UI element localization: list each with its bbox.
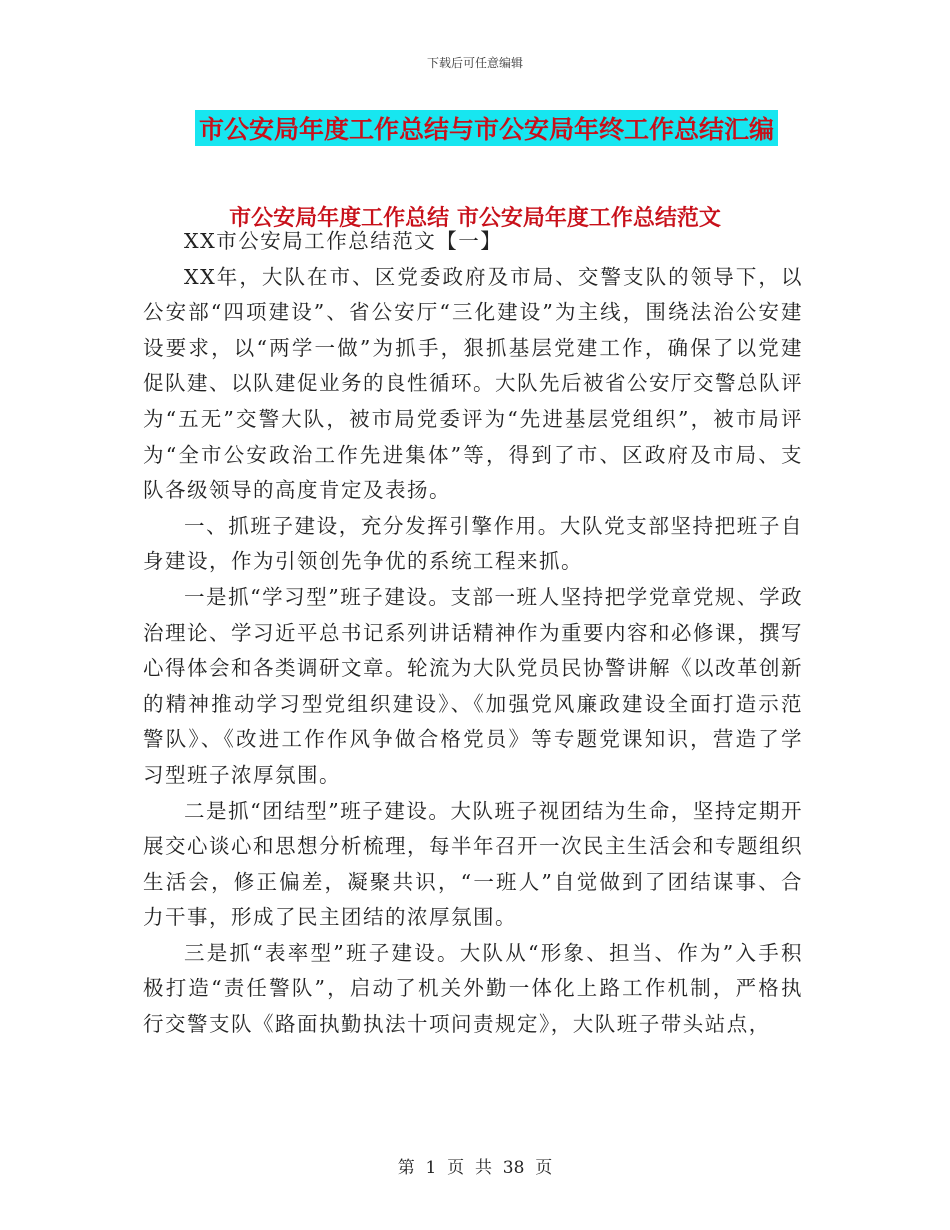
body-paragraph: 二是抓“团结型”班子建设。大队班子视团结为生命，坚持定期开展交心谈心和思想分析梳理，每半年召开一次民主生活会和专题组织生活会，修正偏差，凝聚共识，“一班人”自觉做到了团结谋事、合力干事，形成了民主团结的浓厚氛围。 <box>143 798 803 930</box>
main-title-highlight <box>195 110 778 146</box>
page-header-note: 下载后可任意编辑 <box>426 56 523 70</box>
body-paragraph: 三是抓“表率型”班子建设。大队从“形象、担当、作为”入手积极打造“责任警队”，启动了机关外勤一体化上路工作机制，严格执行交警支队《路面执勤执法十项问责规定》，大队班子带头站点， <box>143 940 803 1037</box>
body-paragraph: XX市公安局工作总结范文【一】 <box>184 229 503 253</box>
document-main-title: 市公安局年度工作总结与市公安局年终工作总结汇编 <box>199 115 775 144</box>
page-number-footer: 第 1 页 共 38 页 <box>397 1158 553 1178</box>
body-paragraph: XX年，大队在市、区党委政府及市局、交警支队的领导下，以公安部“四项建设”、省公安厅“三化建设”为主线，围绕法治公安建设要求，以“两学一做”为抓手，狠抓基层党建工作，确保了以党建促队建、以队建促业务的良性循环。大队先后被省公安厅交警总队评为“五无”交警大队，被市局党委评为“先进基层党组织”，被市局评为“全市公安政治工作先进集体”等，得到了市、区政府及市局、支队各级领导的高度肯定及表扬。 <box>143 264 803 503</box>
document-body <box>143 224 803 1043</box>
body-paragraph: 一、抓班子建设，充分发挥引擎作用。大队党支部坚持把班子自身建设，作为引领创先争优的系统工程来抓。 <box>143 513 803 574</box>
document-sub-title: 市公安局年度工作总结 市公安局年度工作总结范文 <box>229 205 721 231</box>
body-paragraph: 一是抓“学习型”班子建设。支部一班人坚持把学党章党规、学政治理论、学习近平总书记系列讲话精神作为重要内容和必修课，撰写心得体会和各类调研文章。轮流为大队党员民协警讲解《以改革创新的精神推动学习型党组织建设》、《加强党风廉政建设全面打造示范警队》、《改进工作作风争做合格党员》等专题党课知识，营造了学习型班子浓厚氛围。 <box>143 584 803 787</box>
